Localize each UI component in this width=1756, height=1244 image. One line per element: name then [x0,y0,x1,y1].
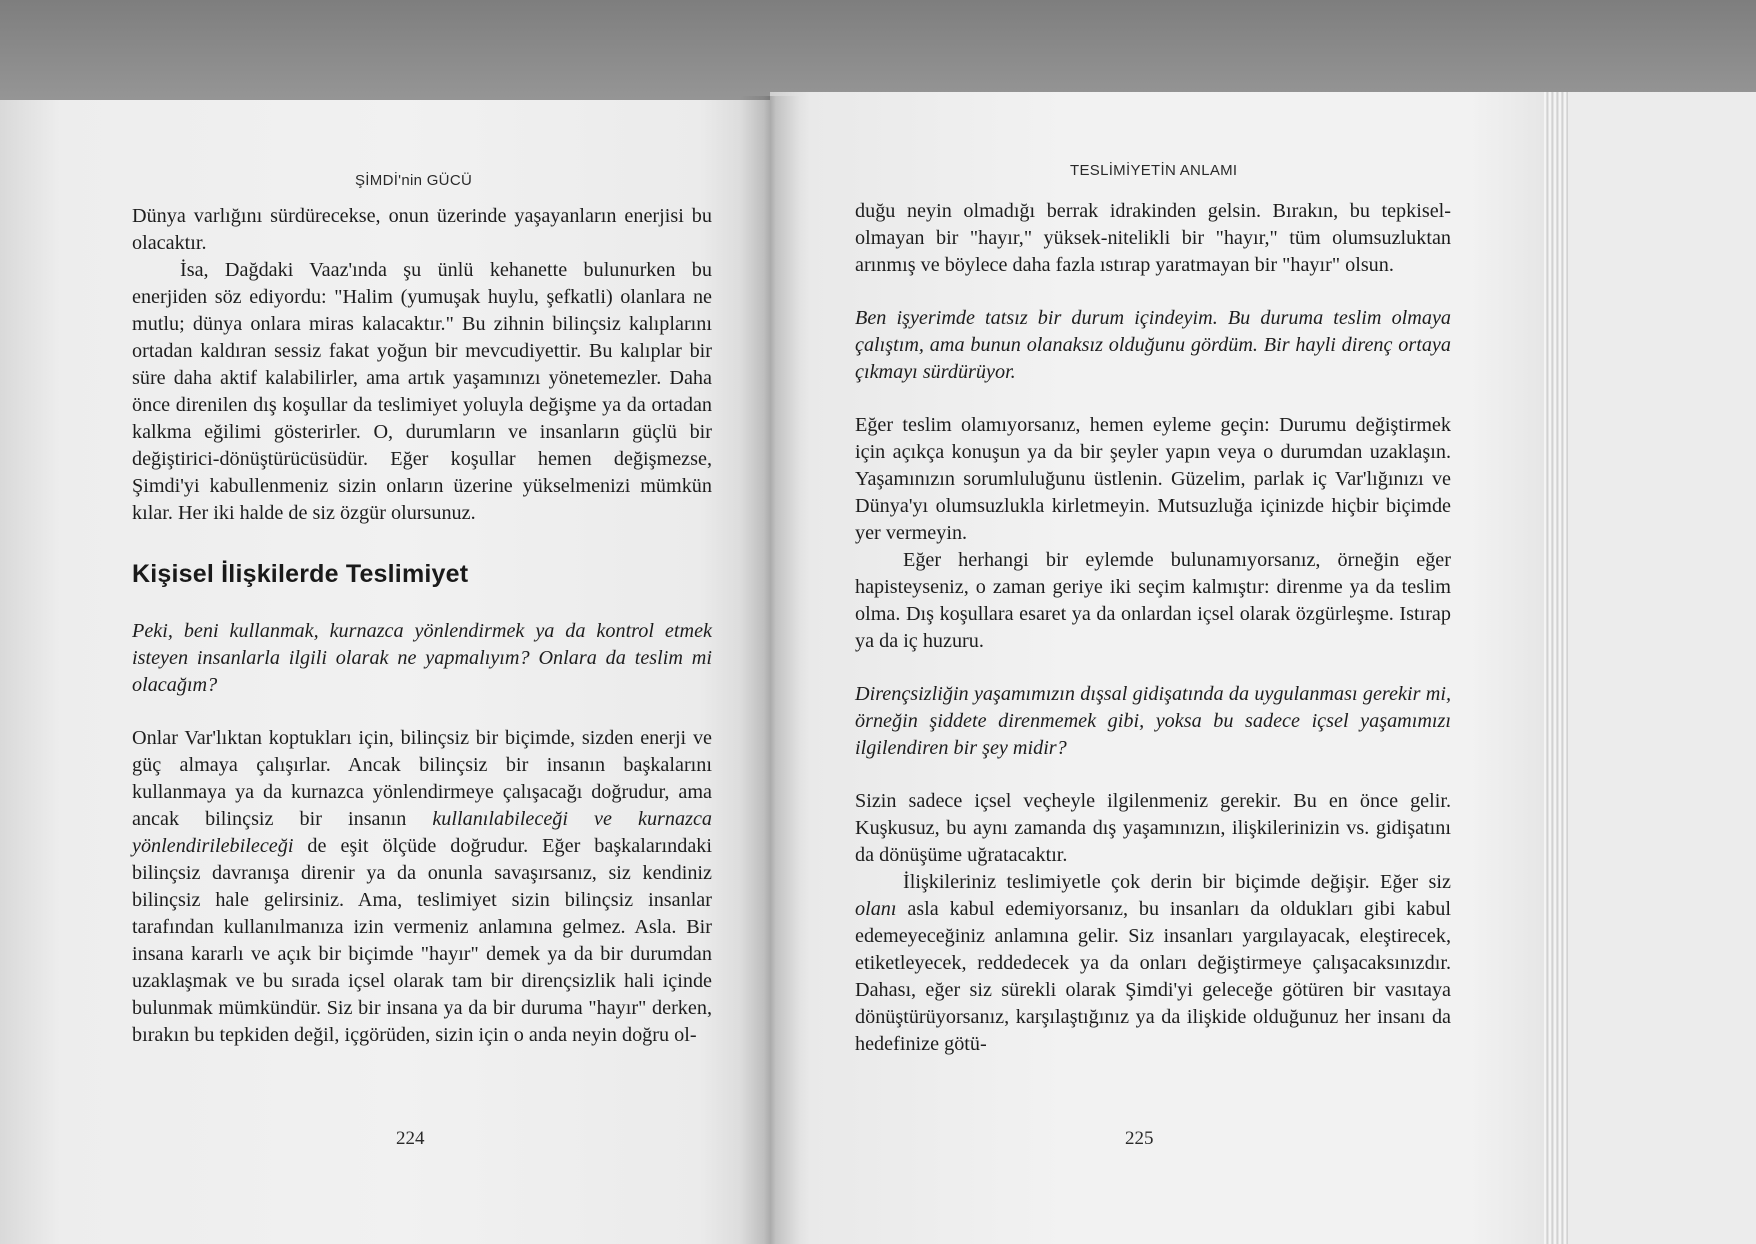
paragraph-text: İlişkileriniz teslimiyetle çok derin bir biçimde değişir. Eğer siz [903,871,1451,893]
question-paragraph: Dirençsizliğin yaşamımızın dışsal gidişatında da uygulanması gerekir mi, örneğin şiddete direnmemek gibi, yoksa bu sadece içsel yaşamımızı ilgilendiren bir şey midir? [855,683,1451,759]
left-page [0,100,770,1244]
paragraph [855,869,1451,1058]
left-text-block [132,203,712,1049]
paragraph: Sizin sadece içsel veçheyle ilgilenmeniz gerekir. Bu en önce gelir. Kuşkusuz, bu aynı zamanda dış yaşamınızın, ilişkilerinizin vs. gidişatını da dönüşüme uğratacaktır. [855,790,1451,866]
right-page [770,92,1544,1244]
answer-emphasis: kullanılabileceği ve kurnazca yönlendirilebileceği [132,808,712,857]
background-right [1568,92,1756,1244]
right-text-block [855,198,1451,1058]
paragraph-emphasis: olanı [855,898,897,920]
book-spine-shadow [740,96,800,1244]
paragraph: Dünya varlığını sürdürecekse, onun üzerinde yaşayanların enerjisi bu olacaktır. [132,205,712,254]
question-paragraph: Ben işyerimde tatsız bir durum içindeyim. Bu duruma teslim olmaya çalıştım, ama bunun olanaksız olduğunu gördüm. Bir hayli direnç ortaya çıkmayı sürdürüyor. [855,307,1451,383]
page-number-right: 225 [1125,1128,1154,1149]
paragraph: İsa, Dağdaki Vaaz'ında şu ünlü kehanette bulunurken bu enerjiden söz ediyordu: "Halim (yumuşak huylu, şefkatli) olanlara ne mutlu; dünya onlara miras kalacaktır." Bu zihnin bilinçsiz kalıplarını ortadan kaldıran sessiz fakat yoğun bir mevcudiyettir. Bu kalıplar bir süre daha aktif kalabilirler, ama artık yaşamınızı yönetemezler. Daha önce direnilen dış koşullar da teslimiyet yoluyla değişme ya da ortadan kalkma eğilimi gösterirler. O, durumların ve insanların güçlü bir değiştirici-dönüştürücüsüdür. Eğer koşullar hemen değişmezse, Şimdi'yi kabullenmeniz sizin onların üzerine yükselmenizi mümkün kılar. Her iki halde de siz özgür olursunuz. [132,259,712,524]
page-edges [1544,92,1568,1244]
answer-text: Onlar Var'lıktan koptukları için, bilinçsiz bir biçimde, sizden enerji ve güç almaya çalışırlar. Ancak bilinçsiz bir insanın başkalarını kullanmaya ya da kurnazca yönlendirmeye çalışacağı doğrudur, ama ancak bilinçsiz bir insanın [132,727,712,830]
running-head-right: TESLİMİYETİN ANLAMI [1070,162,1238,179]
answer-text: de eşit ölçüde doğrudur. Eğer başkalarındaki bilinçsiz davranışa direnir ya da onunla savaşırsanız, siz kendiniz bilinçsiz hale gelirsiniz. Ama, teslimiyet sizin bilinçsiz insanlar tarafından kullanılmanıza izin vermeniz anlamına gelmez. Asla. Bir insana kararlı ve açık bir biçimde "hayır" demek ya da bir durumdan uzaklaşmak ve bu sırada içsel olarak tam bir dirençsizlik hali içinde bulunmak mümkündür. Siz bir insana ya da bir duruma "hayır" derken, bırakın bu tepkiden değil, içgörüden, sizin için o anda neyin doğru ol- [132,835,712,1046]
question-paragraph: Peki, beni kullanmak, kurnazca yönlendirmek ya da kontrol etmek isteyen insanlarla ilgili olarak ne yapmalıyım? Onlara da teslim mi olacağım? [132,620,712,696]
page-number-left: 224 [396,1128,425,1149]
paragraph: Eğer teslim olamıyorsanız, hemen eyleme geçin: Durumu değiştirmek için açıkça konuşun ya da bir şeyler yapın veya o durumdan uzaklaşın. Yaşamınızın sorumluluğunu üstlenin. Güzelim, parlak iç Var'lığınızı ve Dünya'yı olumsuzlukla kirletmeyin. Mutsuzluğa içinizde hiçbir biçimde yer vermeyin. [855,414,1451,544]
paragraph: duğu neyin olmadığı berrak idrakinden gelsin. Bırakın, bu tepkisel-olmayan bir "hayır," yüksek-nitelikli bir "hayır," tüm olumsuzluktan arınmış ve böylece daha fazla ıstırap yaratmayan bir "hayır" olsun. [855,200,1451,276]
answer-paragraph [132,725,712,1049]
running-head-left: ŞİMDİ'nin GÜCÜ [355,172,473,189]
paragraph: Eğer herhangi bir eylemde bulunamıyorsanız, örneğin eğer hapisteyseniz, o zaman geriye iki seçim kalmıştır: direnme ya da teslim olma. Dış koşullara esaret ya da onlardan içsel olarak özgürleşme. Istırap ya da iç huzuru. [855,549,1451,652]
paragraph-text: asla kabul edemiyorsanız, bu insanları da oldukları gibi kabul edemeyeceğiniz anlamına gelir. Siz insanları yargılayacak, eleştirecek, etiketleyecek, reddedecek ya da onları değiştirmeye çalışacaksınızdır. Dahası, eğer siz sürekli olarak Şimdi'yi geleceğe götüren bir vasıtaya dönüştürüyorsanız, karşılaştığınız ya da ilişkide olduğunuz her insanı da hedefinize götü- [855,898,1451,1055]
section-heading: Kişisel İlişkilerde Teslimiyet [132,560,469,588]
